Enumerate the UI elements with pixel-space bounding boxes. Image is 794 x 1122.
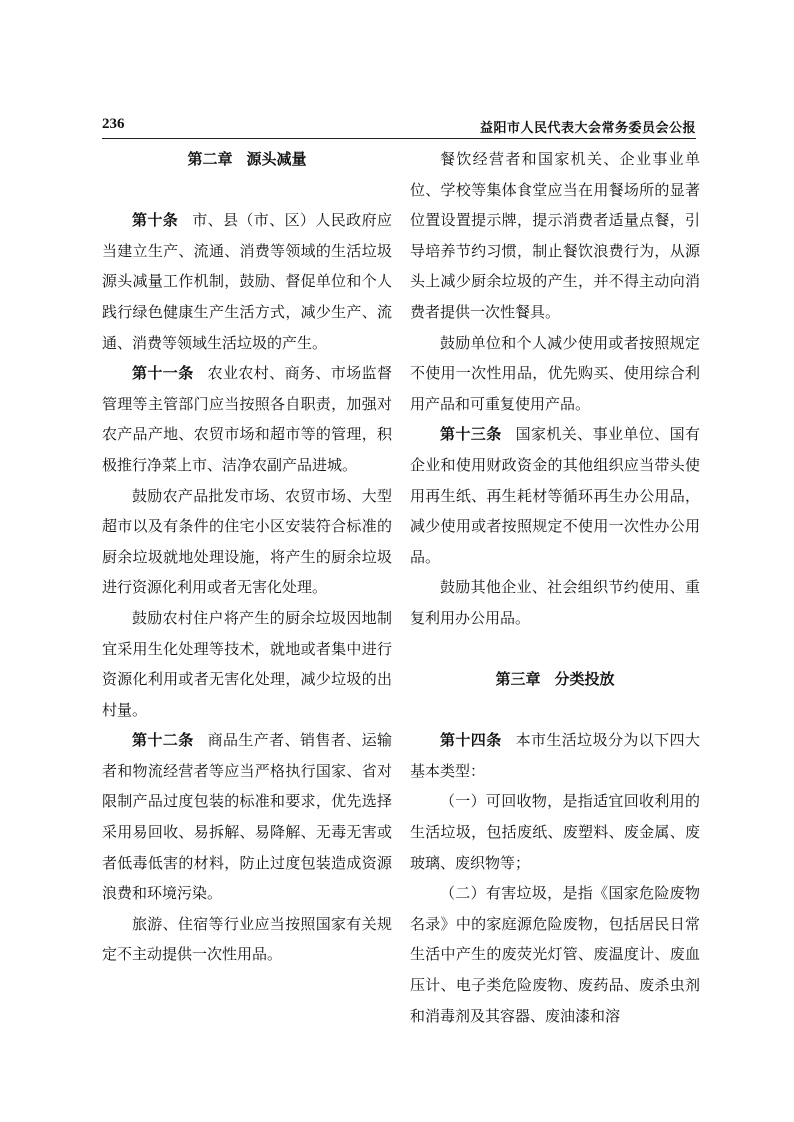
article-12: 第十二条 商品生产者、销售者、运输者和物流经营者等应当严格执行国家、省对限制产品过度包装的标准和要求，优先选择采用易回收、易拆解、易降解、无毒无害或者低毒低害的材料，防止过度包装造成资源浪费和环境污染。 <box>102 731 392 903</box>
article-14-item-2: （二）有害垃圾，是指《国家危险废物名录》中的家庭源危险废物，包括居民日常生活中产生的废荧光灯管、废温度计、废血压计、电子类危险废物、废药品、废杀虫剂和消毒剂及其容器、废油漆和溶 <box>410 884 700 1025</box>
article-13-label: 第十三条 <box>440 425 502 444</box>
article-12-paragraph-2: 旅游、住宿等行业应当按照国家有关规定不主动提供一次性用品。 <box>102 914 392 964</box>
journal-title: 益阳市人民代表大会常务委员会公报 <box>479 121 696 136</box>
article-10-label: 第十条 <box>132 211 179 230</box>
left-column <box>102 144 392 970</box>
article-10: 第十条 市、县（市、区）人民政府应当建立生产、流通、消费等领域的生活垃圾源头减量工作机制，鼓励、督促单位和个人践行绿色健康生产生活方式，减少生产、流通、消费等领域生活垃圾的产生。 <box>102 211 392 352</box>
article-12-paragraph-4: 鼓励单位和个人减少使用或者按照规定不使用一次性用品，优先购买、使用综合利用产品和可重复使用产品。 <box>410 333 700 413</box>
chapter-3-title: 第三章 分类投放 <box>495 670 615 689</box>
page-header <box>102 116 696 139</box>
page-number: 236 <box>102 116 125 132</box>
article-11-paragraph-2: 鼓励农产品批发市场、农贸市场、大型超市以及有条件的住宅小区安装符合标准的厨余垃圾就地处理设施，将产生的厨余垃圾进行资源化利用或者无害化处理。 <box>102 486 392 597</box>
article-11-label: 第十一条 <box>132 364 194 383</box>
article-12-label: 第十二条 <box>132 731 194 750</box>
article-13-paragraph-2: 鼓励其他企业、社会组织节约使用、重复利用办公用品。 <box>410 578 700 627</box>
article-14-label: 第十四条 <box>440 731 502 750</box>
article-14-item-1: （一）可回收物，是指适宜回收利用的生活垃圾，包括废纸、废塑料、废金属、废玻璃、废织物等； <box>410 792 700 872</box>
article-12-paragraph-3: 餐饮经营者和国家机关、企业事业单位、学校等集体食堂应当在用餐场所的显著位置设置提示牌，提示消费者适量点餐，引导培养节约习惯，制止餐饮浪费行为，从源头上减少厨余垃圾的产生，并不得主动向消费者提供一次性餐具。 <box>410 150 700 321</box>
article-14: 第十四条 本市生活垃圾分为以下四大基本类型： <box>410 731 700 780</box>
article-11: 第十一条 农业农村、商务、市场监督管理等主管部门应当按照各自职责，加强对农产品产地、农贸市场和超市等的管理，积极推行净菜上市、洁净农副产品进城。 <box>102 364 392 474</box>
right-column <box>410 144 700 1031</box>
article-11-paragraph-3: 鼓励农村住户将产生的厨余垃圾因地制宜采用生化处理等技术，就地或者集中进行资源化利用或者无害化处理，减少垃圾的出村量。 <box>102 608 392 719</box>
article-13: 第十三条 国家机关、事业单位、国有企业和使用财政资金的其他组织应当带头使用再生纸、再生耗材等循环再生办公用品，减少使用或者按照规定不使用一次性办公用品。 <box>410 425 700 566</box>
chapter-2-title: 第二章 源头减量 <box>187 150 307 168</box>
